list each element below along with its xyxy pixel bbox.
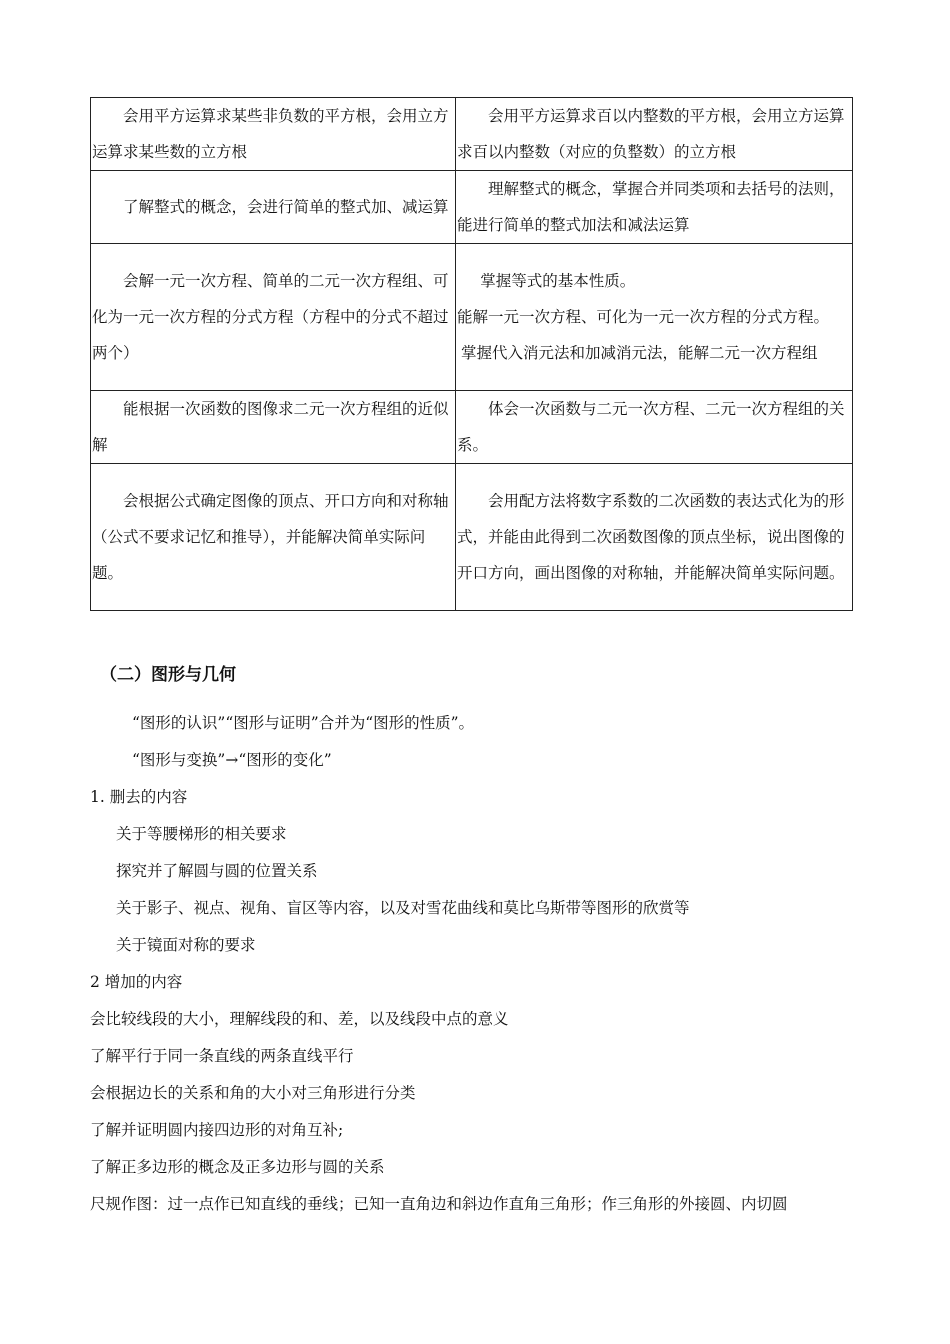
table-cell-old [91,391,456,464]
list-item: 尺规作图：过一点作已知直线的垂线；已知一直角边和斜边作直角三角形；作三角形的外接圆、内切圆 [90,1195,788,1213]
list-item: 会根据边长的关系和角的大小对三角形进行分类 [90,1084,416,1102]
table-cell-new [456,464,853,611]
added-heading: 2 增加的内容 [90,973,183,991]
cell-text: 能解一元一次方程、可化为一元一次方程的分式方程。 [457,308,830,326]
cell-text: 会解一元一次方程、简单的二元一次方程组、可化为一元一次方程的分式方程（方程中的分式不超过两个） [92,272,449,362]
intro-line: “图形与变换”→“图形的变化” [132,751,332,769]
cell-text: 会用平方运算求百以内整数的平方根，会用立方运算求百以内整数（对应的负整数）的立方根 [457,107,845,161]
table-cell-old [91,464,456,611]
section-heading: （二）图形与几何 [100,665,236,685]
list-item: 关于等腰梯形的相关要求 [116,825,287,843]
cell-text: 了解整式的概念，会进行简单的整式加、减运算 [123,198,449,216]
list-item: 会比较线段的大小，理解线段的和、差，以及线段中点的意义 [90,1010,509,1028]
cell-text: 会用平方运算求某些非负数的平方根，会用立方运算求某些数的立方根 [92,107,449,161]
intro-line: “图形的认识”“图形与证明”合并为“图形的性质”。 [132,714,475,732]
table-cell-old [91,244,456,391]
list-item: 了解正多边形的概念及正多边形与圆的关系 [90,1158,385,1176]
list-item: 探究并了解圆与圆的位置关系 [116,862,318,880]
table-cell-new [456,98,853,171]
list-item: 关于影子、视点、视角、盲区等内容，以及对雪花曲线和莫比乌斯带等图形的欣赏等 [116,899,690,917]
cell-text: 掌握等式的基本性质。 [480,272,636,290]
table-cell-old [91,171,456,244]
table-cell-new [456,171,853,244]
table-row [91,171,853,244]
table-cell-new [456,391,853,464]
comparison-table [90,97,853,611]
cell-text: 掌握代入消元法和加减消元法，能解二元一次方程组 [461,344,818,362]
list-item: 了解平行于同一条直线的两条直线平行 [90,1047,354,1065]
table-row [91,244,853,391]
deleted-heading: 1. 删去的内容 [90,788,188,806]
table-cell-old [91,98,456,171]
table-row [91,391,853,464]
list-item: 关于镜面对称的要求 [116,936,256,954]
cell-text: 理解整式的概念，掌握合并同类项和去括号的法则，能进行简单的整式加法和减法运算 [457,180,845,234]
section-body [90,705,870,1223]
cell-text: 能根据一次函数的图像求二元一次方程组的近似解 [92,400,449,454]
cell-text: 体会一次函数与二元一次方程、二元一次方程组的关系。 [457,400,845,454]
table-cell-new [456,244,853,391]
table-row [91,98,853,171]
table-row [91,464,853,611]
cell-text: 会用配方法将数字系数的二次函数的表达式化为的形式，并能由此得到二次函数图像的顶点坐标，说出图像的开口方向，画出图像的对称轴，并能解决简单实际问题。 [457,492,845,582]
list-item: 了解并证明圆内接四边形的对角互补; [90,1121,344,1139]
cell-text: 会根据公式确定图像的顶点、开口方向和对称轴（公式不要求记忆和推导），并能解决简单实际问题。 [92,492,449,582]
